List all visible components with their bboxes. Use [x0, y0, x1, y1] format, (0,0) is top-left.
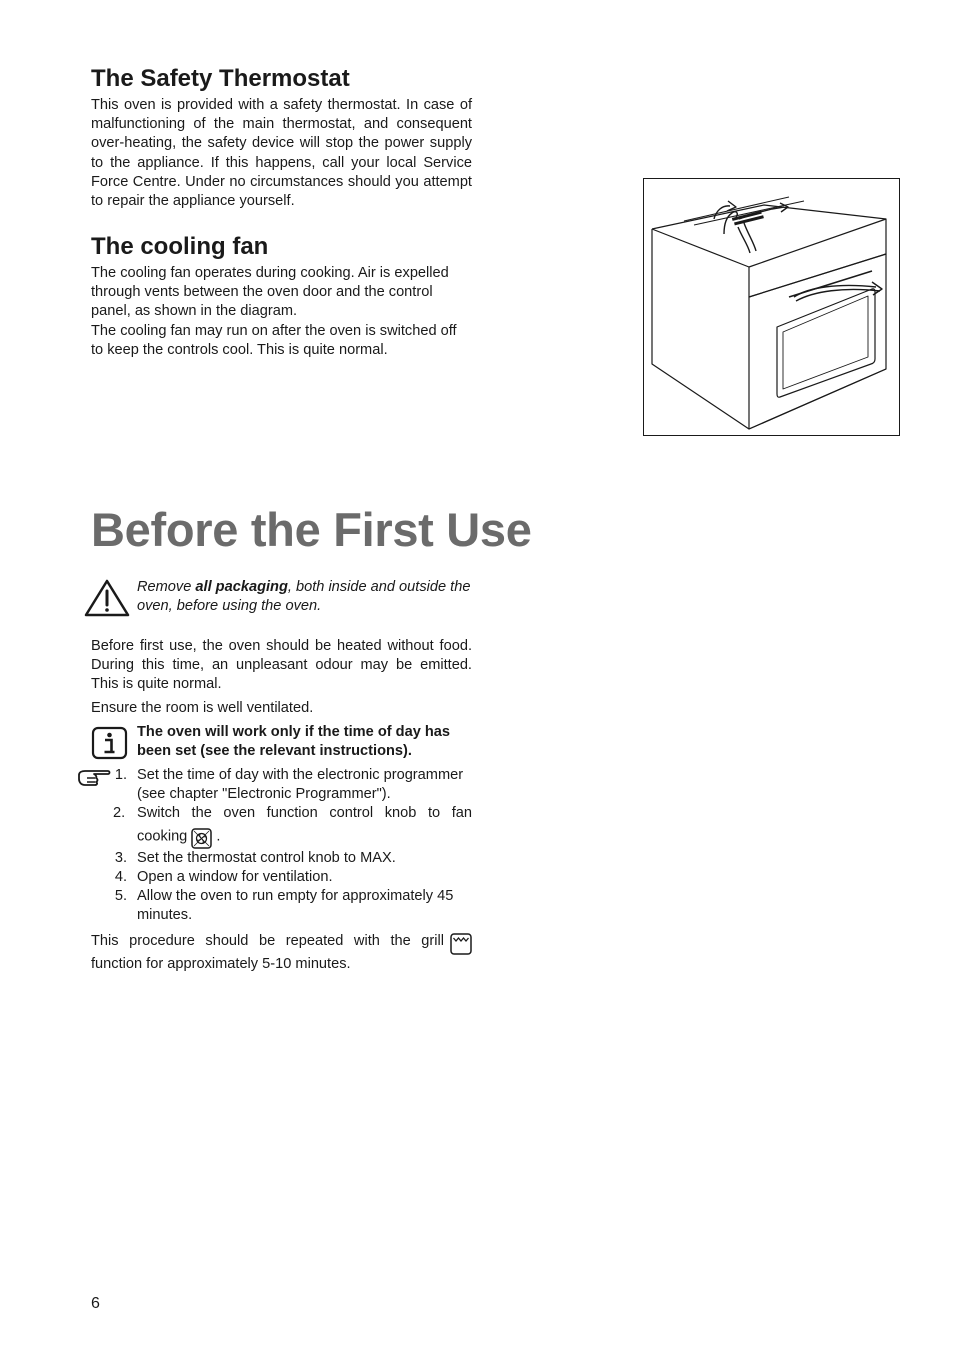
info-icon [91, 725, 128, 761]
safety-thermostat-text: This oven is provided with a safety thermostat. In case of malfunctioning of the main thermostat, and consequent over-heating, the safety device will stop the power supply to the appliance. If this happens, call your local Service Force Centre. Under no circumstances should you attempt to repair the appliance yourself. [91, 97, 472, 210]
warning-text-post: , both inside and outside the oven, before using the oven. [137, 579, 471, 615]
step-number: 1. [114, 767, 127, 783]
step-text: Open a window for ventilation. [137, 868, 333, 885]
warning-text [137, 578, 472, 616]
step-text-suffix: . [212, 827, 221, 844]
grill-repeat-note [91, 932, 472, 974]
step-text: Allow the oven to run empty for approximately 45 minutes. [137, 888, 454, 924]
step-item [91, 887, 472, 925]
cooling-fan-text-1: The cooling fan operates during cooking. Air is expelled through vents between the oven door and the control panel, as shown in the diagram. [91, 265, 449, 320]
step-text: Set the time of day with the electronic programmer (see chapter "Electronic Programmer"). [137, 767, 464, 803]
warning-triangle-icon [84, 578, 130, 618]
cooling-fan-text-2: The cooling fan may run on after the oven is switched off to keep the controls cool. This is quite normal. [91, 322, 457, 358]
cooling-fan-section [91, 233, 472, 360]
step-number: 2. [113, 805, 126, 822]
step-item [91, 868, 472, 887]
fan-cooking-icon [191, 828, 212, 849]
repeat-text-line-2: function for approximately 5-10 minutes. [91, 956, 351, 973]
step-item [91, 804, 472, 848]
info-text: The oven will work only if the time of day has been set (see the relevant instructions). [137, 724, 451, 760]
step-item [91, 766, 472, 804]
oven-ventilation-diagram [643, 178, 900, 436]
oven-drawing [644, 179, 899, 435]
step-item [91, 849, 472, 868]
page-title: Before the First Use [91, 503, 532, 556]
step-text: Set the thermostat control knob to MAX. [137, 849, 396, 866]
step-number: 5. [114, 888, 127, 905]
grill-icon [450, 933, 472, 955]
safety-thermostat-heading: The Safety Thermostat [91, 65, 350, 92]
step-number: 3. [114, 849, 127, 866]
step-text: Switch the oven function control knob to fan cooking [137, 805, 472, 844]
cooling-fan-heading: The cooling fan [91, 233, 269, 260]
before-first-use-text: Before first use, the oven should be heated without food. During this time, an unpleasant odour may be emitted. This is quite normal. [91, 638, 472, 693]
repeat-text-line-1 [91, 932, 472, 951]
repeat-text-pre: This procedure should be repeated with the grill [91, 933, 444, 949]
page-number: 6 [91, 1295, 100, 1312]
first-use-steps [91, 766, 472, 925]
step-number: 4. [114, 868, 127, 885]
warning-text-bold: all packaging [195, 579, 288, 595]
safety-thermostat-section [91, 65, 472, 211]
warning-text-pre: Remove [137, 579, 196, 595]
ventilation-text: Ensure the room is well ventilated. [91, 700, 314, 716]
